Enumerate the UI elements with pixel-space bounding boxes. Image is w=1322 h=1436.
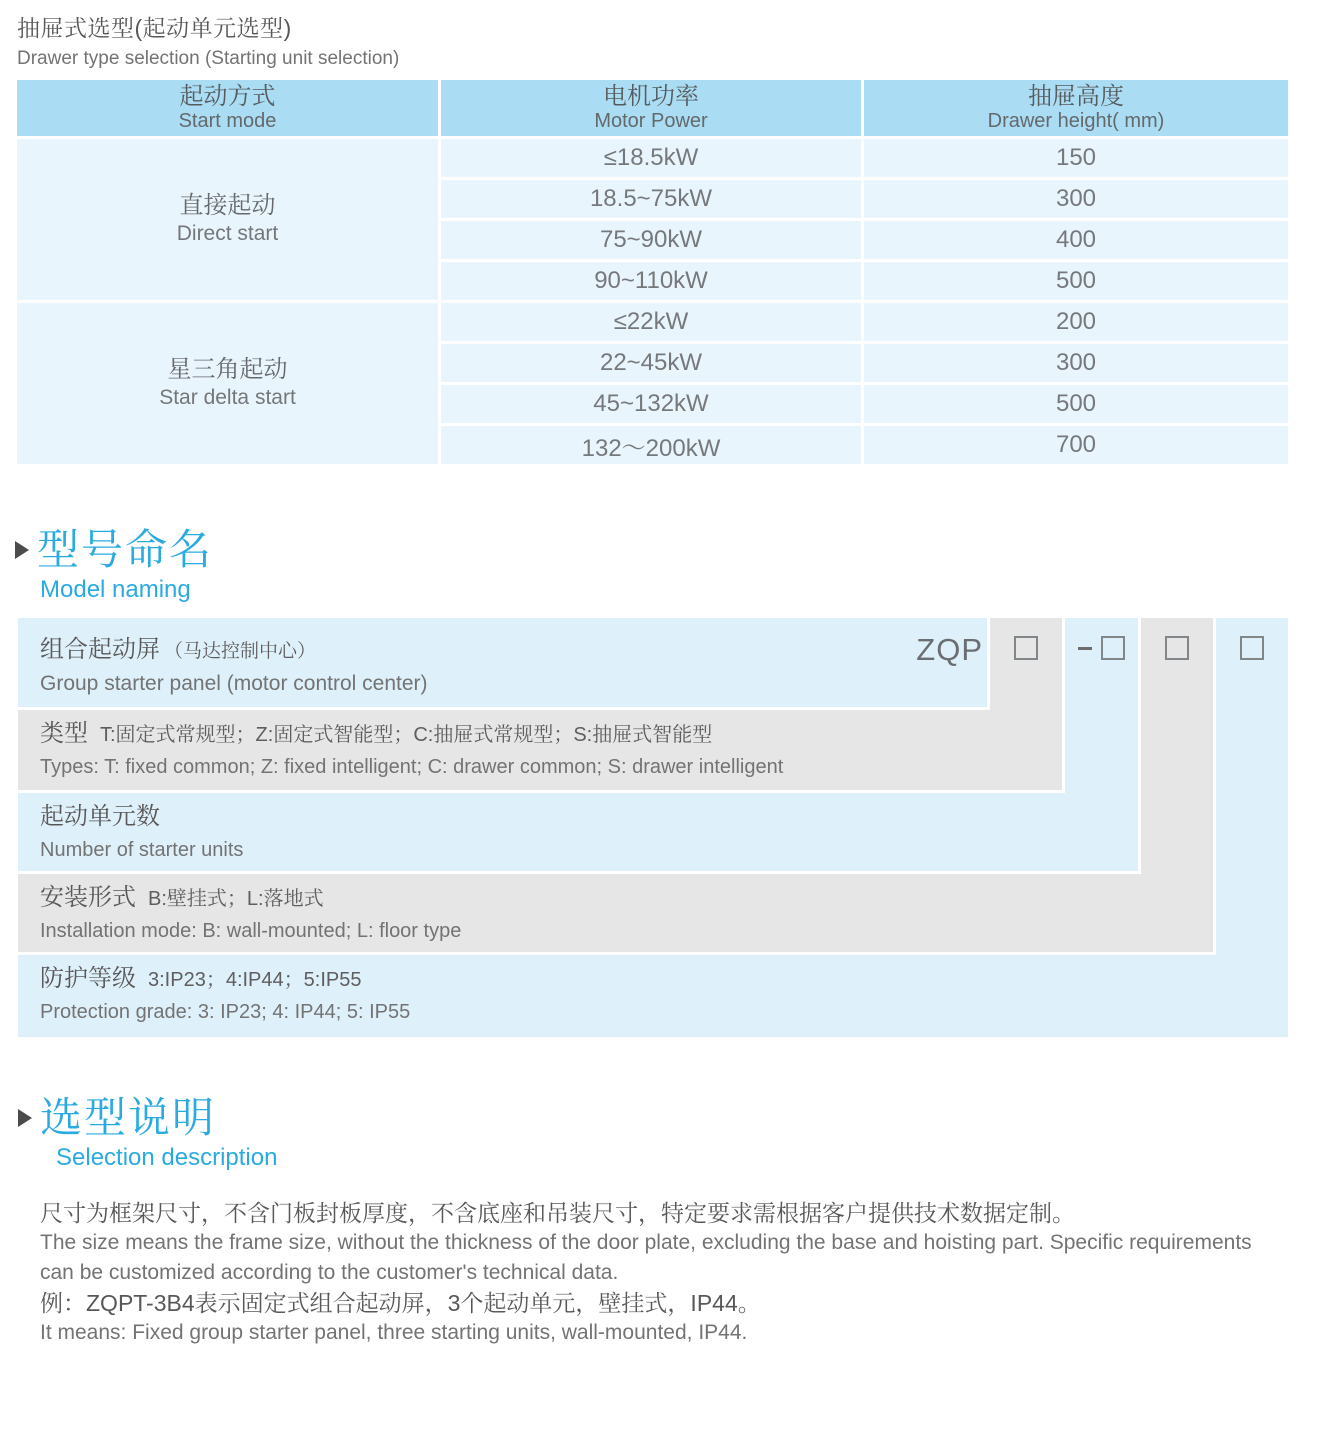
page-title-en: Drawer type selection (Starting unit selection): [17, 48, 400, 69]
naming-row-label: 组合起动屏: [40, 636, 160, 663]
header-motor-power-zh: 电机功率: [603, 82, 699, 110]
description-example-zh: 例：ZQPT-3B4表示固定式组合起动屏，3个起动单元，壁挂式，IP44。: [40, 1290, 761, 1316]
header-motor-power-en: Motor Power: [594, 110, 708, 133]
naming-row-label: 类型: [40, 720, 88, 747]
code-box-icon: [1165, 636, 1189, 660]
naming-row-text: [18, 618, 987, 694]
height-cell: 300: [864, 344, 1288, 382]
power-cell: 75~90kW: [441, 221, 861, 259]
height-cell: 500: [864, 262, 1288, 300]
header-start-mode-en: Start mode: [178, 110, 277, 133]
code-box-icon: [1014, 636, 1038, 660]
naming-row-label: 安装形式: [40, 884, 136, 911]
naming-row-detail: B:壁挂式；L:落地式: [148, 888, 324, 910]
selection-description-heading: [18, 1096, 277, 1172]
table-header-drawer-height: [864, 80, 1288, 136]
page-title: [17, 10, 399, 70]
naming-row-detail: T:固定式常规型；Z:固定式智能型；C:抽屉式常规型；S:抽屉式智能型: [100, 724, 713, 746]
code-slot-protection: [1216, 618, 1288, 660]
code-slot-units: [1065, 618, 1138, 660]
naming-row-en: Installation mode: B: wall-mounted; L: floor type: [40, 920, 462, 942]
naming-row-detail: （马达控制中心）: [164, 641, 317, 662]
naming-row-en: Number of starter units: [40, 839, 244, 861]
naming-row-detail: 3:IP23；4:IP44；5:IP55: [148, 969, 362, 991]
naming-row-starter-units: [18, 793, 1138, 871]
model-naming-heading-text: [37, 528, 213, 604]
header-start-mode-zh: 起动方式: [179, 82, 276, 110]
model-code-prefix: ZQP: [916, 632, 983, 667]
power-cell: 45~132kW: [441, 385, 861, 423]
code-box-icon: [1101, 636, 1125, 660]
mode-star-delta-zh: 星三角起动: [167, 356, 288, 384]
code-slot-type: [990, 618, 1062, 660]
power-cell: 90~110kW: [441, 262, 861, 300]
height-cell: 400: [864, 221, 1288, 259]
naming-row-group-starter-panel: [18, 618, 987, 707]
power-cell: ≤22kW: [441, 303, 861, 341]
naming-row-label: 起动单元数: [40, 803, 160, 830]
code-box-icon: [1240, 636, 1264, 660]
power-cell: 132～200kW: [441, 426, 861, 464]
naming-row-line1: [40, 722, 1062, 746]
naming-row-label: 防护等级: [40, 965, 136, 992]
naming-row-installation: [18, 874, 1213, 952]
naming-row-line1: [40, 638, 987, 662]
header-drawer-height-zh: 抽屉高度: [1028, 82, 1124, 110]
dash-icon: [1078, 647, 1092, 650]
naming-row-en: Group starter panel (motor control center): [40, 672, 428, 695]
model-naming-diagram: [18, 618, 1288, 1037]
selection-description-heading-en: Selection description: [56, 1144, 278, 1172]
power-cell: 18.5~75kW: [441, 180, 861, 218]
naming-row-line1: [40, 805, 1138, 829]
height-cell: 500: [864, 385, 1288, 423]
naming-row-text: [18, 874, 1213, 941]
naming-row-protection: [18, 955, 1288, 1037]
naming-row-text: [18, 955, 1288, 1022]
model-naming-heading: [15, 528, 213, 604]
section-arrow-icon: [18, 1109, 32, 1127]
section-arrow-icon: [15, 541, 29, 559]
selection-description-body: [40, 1198, 1288, 1348]
height-cell: 300: [864, 180, 1288, 218]
mode-direct-zh: 直接起动: [179, 192, 276, 220]
header-drawer-height-en: Drawer height( mm): [987, 110, 1165, 133]
power-cell: 22~45kW: [441, 344, 861, 382]
drawer-selection-table: [17, 80, 1285, 464]
mode-cell-star-delta: [17, 303, 438, 464]
naming-row-text: [18, 710, 1062, 777]
naming-row-en: Types: T: fixed common; Z: fixed intelligent; C: drawer common; S: drawer intelligent: [40, 756, 784, 778]
table-header-motor-power: [441, 80, 861, 136]
table-header-start-mode: [17, 80, 438, 136]
model-naming-heading-zh: 型号命名: [37, 526, 214, 573]
description-paragraph-zh: 尺寸为框架尺寸，不含门板封板厚度，不含底座和吊装尺寸，特定要求需根据客户提供技术数据定制。: [40, 1200, 1075, 1226]
naming-row-line1: [40, 967, 1288, 991]
naming-row-text: [18, 793, 1138, 860]
description-paragraph-en: The size means the frame size, without the thickness of the door plate, excluding the base and hoisting part. Specific requirements can be customized according to the customer's technical data.: [40, 1231, 1252, 1284]
height-cell: 700: [864, 426, 1288, 464]
power-cell: ≤18.5kW: [441, 139, 861, 177]
description-example-en: It means: Fixed group starter panel, three starting units, wall-mounted, IP44.: [40, 1321, 748, 1344]
mode-star-delta-en: Star delta start: [159, 386, 296, 410]
height-cell: 150: [864, 139, 1288, 177]
page-title-zh: 抽屉式选型(起动单元选型): [17, 15, 292, 41]
naming-row-type: [18, 710, 1062, 790]
naming-row-en: Protection grade: 3: IP23; 4: IP44; 5: IP55: [40, 1001, 411, 1023]
mode-direct-en: Direct start: [176, 222, 279, 246]
selection-description-heading-text: [40, 1096, 277, 1172]
mode-cell-direct-start: [17, 139, 438, 300]
selection-description-heading-zh: 选型说明: [40, 1094, 217, 1141]
naming-row-line1: [40, 886, 1213, 910]
height-cell: 200: [864, 303, 1288, 341]
model-naming-heading-en: Model naming: [40, 576, 191, 604]
code-slot-installation: [1141, 618, 1213, 660]
